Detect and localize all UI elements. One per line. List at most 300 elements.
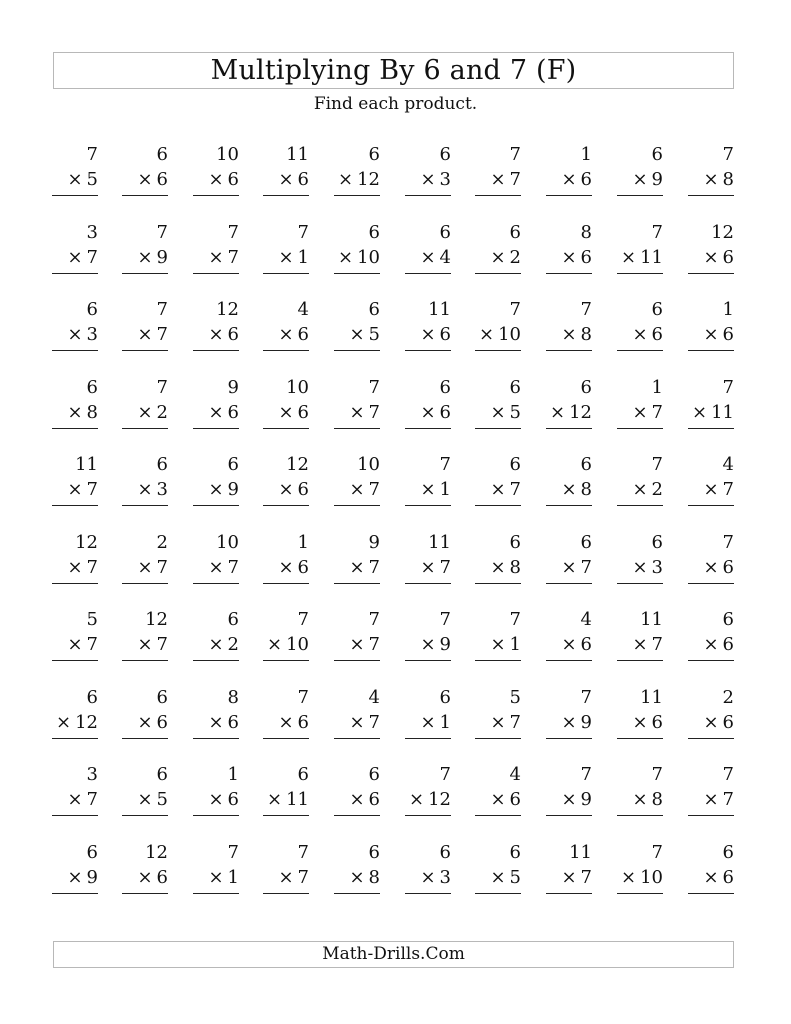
answer-line — [475, 350, 521, 351]
times-sign: × — [561, 557, 577, 578]
multiplier: 6 — [227, 402, 239, 423]
answer-line — [122, 505, 168, 506]
times-sign: × — [561, 324, 577, 345]
problem — [263, 456, 309, 518]
problem — [475, 534, 521, 596]
answer-line — [52, 273, 98, 274]
multiplier-line — [278, 326, 309, 344]
multiplier-line — [703, 869, 734, 887]
multiplicand: 7 — [227, 842, 239, 863]
multiplicand: 11 — [286, 144, 309, 165]
answer-line — [52, 738, 98, 739]
problem — [263, 146, 309, 208]
answer-line — [122, 195, 168, 196]
answer-line — [52, 815, 98, 816]
multiplier-line — [490, 404, 521, 422]
multiplicand: 6 — [368, 299, 380, 320]
multiplier: 7 — [439, 557, 451, 578]
multiplier: 7 — [509, 712, 521, 733]
problem — [475, 456, 521, 518]
multiplier-line — [479, 326, 521, 344]
multiplier: 7 — [722, 789, 734, 810]
multiplier-line — [267, 636, 309, 654]
times-sign: × — [479, 324, 495, 345]
multiplicand: 7 — [509, 609, 521, 630]
multiplicand: 6 — [297, 764, 309, 785]
problem — [334, 456, 380, 518]
answer-line — [475, 583, 521, 584]
problem — [263, 766, 309, 828]
multiplicand: 6 — [86, 687, 98, 708]
multiplicand: 7 — [580, 687, 592, 708]
problem — [122, 456, 168, 518]
multiplier-line — [420, 326, 451, 344]
problem — [688, 611, 734, 673]
multiplicand: 4 — [580, 609, 592, 630]
multiplier-line — [561, 559, 592, 577]
multiplier: 6 — [368, 789, 380, 810]
answer-line — [405, 505, 451, 506]
times-sign: × — [420, 712, 436, 733]
multiplier: 7 — [368, 634, 380, 655]
times-sign: × — [278, 557, 294, 578]
multiplier: 6 — [297, 169, 309, 190]
multiplier: 8 — [580, 324, 592, 345]
multiplicand: 6 — [651, 144, 663, 165]
times-sign: × — [490, 479, 506, 500]
problem — [193, 689, 239, 751]
multiplier: 6 — [297, 557, 309, 578]
multiplier-line — [267, 791, 309, 809]
times-sign: × — [137, 634, 153, 655]
problem — [334, 611, 380, 673]
multiplier: 6 — [722, 247, 734, 268]
multiplier: 11 — [286, 789, 309, 810]
problem — [193, 534, 239, 596]
answer-line — [122, 738, 168, 739]
answer-line — [52, 350, 98, 351]
times-sign: × — [349, 867, 365, 888]
answer-line — [617, 195, 663, 196]
multiplicand: 6 — [439, 377, 451, 398]
multiplier: 6 — [722, 557, 734, 578]
multiplier: 9 — [439, 634, 451, 655]
answer-line — [193, 273, 239, 274]
multiplier-line — [420, 171, 451, 189]
multiplicand: 9 — [227, 377, 239, 398]
multiplier-line — [137, 249, 168, 267]
multiplier: 7 — [297, 867, 309, 888]
multiplier: 5 — [86, 169, 98, 190]
multiplier-line — [137, 326, 168, 344]
times-sign: × — [703, 867, 719, 888]
answer-line — [688, 195, 734, 196]
answer-line — [617, 350, 663, 351]
multiplier: 5 — [368, 324, 380, 345]
answer-line — [617, 893, 663, 894]
multiplicand: 6 — [439, 222, 451, 243]
times-sign: × — [561, 247, 577, 268]
multiplier-line — [67, 326, 98, 344]
answer-line — [617, 505, 663, 506]
times-sign: × — [67, 479, 83, 500]
multiplicand: 6 — [580, 532, 592, 553]
problem — [263, 301, 309, 363]
multiplier: 6 — [509, 789, 521, 810]
multiplicand: 6 — [722, 842, 734, 863]
problem — [193, 456, 239, 518]
multiplier: 1 — [439, 712, 451, 733]
problem — [263, 611, 309, 673]
problem — [405, 146, 451, 208]
multiplier-line — [561, 326, 592, 344]
answer-line — [688, 273, 734, 274]
answer-line — [122, 273, 168, 274]
times-sign: × — [490, 789, 506, 810]
multiplicand: 6 — [227, 609, 239, 630]
multiplier: 7 — [86, 247, 98, 268]
multiplier: 7 — [86, 479, 98, 500]
page-title: Multiplying By 6 and 7 (F) — [210, 55, 577, 86]
multiplier-line — [349, 326, 380, 344]
times-sign: × — [490, 634, 506, 655]
problem — [263, 379, 309, 441]
multiplier: 6 — [580, 634, 592, 655]
multiplier-line — [561, 636, 592, 654]
multiplier: 6 — [722, 324, 734, 345]
times-sign: × — [621, 247, 637, 268]
times-sign: × — [561, 479, 577, 500]
multiplier: 7 — [368, 402, 380, 423]
multiplicand: 6 — [368, 144, 380, 165]
problem — [475, 611, 521, 673]
times-sign: × — [278, 479, 294, 500]
times-sign: × — [208, 789, 224, 810]
multiplicand: 7 — [297, 842, 309, 863]
answer-line — [475, 273, 521, 274]
multiplicand: 7 — [86, 144, 98, 165]
times-sign: × — [561, 867, 577, 888]
problem — [405, 224, 451, 286]
times-sign: × — [137, 402, 153, 423]
problem — [688, 766, 734, 828]
times-sign: × — [278, 169, 294, 190]
multiplier: 6 — [156, 867, 168, 888]
multiplier-line — [703, 326, 734, 344]
times-sign: × — [208, 324, 224, 345]
answer-line — [475, 738, 521, 739]
multiplicand: 7 — [156, 377, 168, 398]
multiplier-line — [561, 249, 592, 267]
footer-text: Math-Drills.Com — [322, 944, 465, 964]
multiplier: 10 — [286, 634, 309, 655]
times-sign: × — [338, 169, 354, 190]
answer-line — [263, 738, 309, 739]
multiplier: 3 — [156, 479, 168, 500]
multiplier-line — [349, 714, 380, 732]
answer-line — [617, 428, 663, 429]
multiplicand: 10 — [216, 144, 239, 165]
multiplier-line — [137, 714, 168, 732]
times-sign: × — [621, 867, 637, 888]
times-sign: × — [420, 557, 436, 578]
multiplier: 6 — [297, 712, 309, 733]
problem — [546, 379, 592, 441]
times-sign: × — [703, 324, 719, 345]
multiplicand: 8 — [227, 687, 239, 708]
multiplicand: 7 — [297, 687, 309, 708]
multiplier: 1 — [227, 867, 239, 888]
times-sign: × — [349, 634, 365, 655]
multiplier-line — [420, 249, 451, 267]
multiplier-line — [137, 404, 168, 422]
answer-line — [334, 815, 380, 816]
multiplicand: 6 — [509, 842, 521, 863]
times-sign: × — [67, 324, 83, 345]
multiplicand: 6 — [651, 299, 663, 320]
multiplicand: 1 — [651, 377, 663, 398]
times-sign: × — [420, 479, 436, 500]
times-sign: × — [632, 479, 648, 500]
problem — [334, 534, 380, 596]
multiplier-line — [67, 249, 98, 267]
multiplicand: 6 — [580, 454, 592, 475]
multiplier-line — [490, 481, 521, 499]
multiplier-line — [703, 559, 734, 577]
multiplicand: 6 — [86, 377, 98, 398]
answer-line — [334, 893, 380, 894]
multiplier-line — [703, 714, 734, 732]
answer-line — [334, 195, 380, 196]
answer-line — [263, 660, 309, 661]
multiplicand: 7 — [580, 764, 592, 785]
problem — [122, 301, 168, 363]
problem — [688, 844, 734, 906]
times-sign: × — [267, 634, 283, 655]
answer-line — [617, 273, 663, 274]
answer-line — [546, 195, 592, 196]
multiplicand: 6 — [368, 764, 380, 785]
times-sign: × — [550, 402, 566, 423]
answer-line — [122, 893, 168, 894]
answer-line — [617, 583, 663, 584]
multiplier-line — [137, 559, 168, 577]
multiplier-line — [278, 171, 309, 189]
multiplier-line — [208, 791, 239, 809]
multiplicand: 11 — [569, 842, 592, 863]
problem — [122, 689, 168, 751]
multiplier-line — [208, 249, 239, 267]
multiplier-line — [490, 636, 521, 654]
multiplicand: 7 — [722, 377, 734, 398]
times-sign: × — [67, 402, 83, 423]
multiplier: 7 — [227, 557, 239, 578]
problem — [617, 611, 663, 673]
multiplicand: 6 — [368, 222, 380, 243]
multiplier: 4 — [439, 247, 451, 268]
times-sign: × — [67, 247, 83, 268]
problem — [546, 611, 592, 673]
multiplicand: 6 — [227, 454, 239, 475]
multiplier-line — [67, 869, 98, 887]
times-sign: × — [703, 479, 719, 500]
multiplier: 6 — [227, 712, 239, 733]
multiplier-line — [490, 559, 521, 577]
times-sign: × — [561, 169, 577, 190]
problem — [546, 456, 592, 518]
multiplicand: 10 — [286, 377, 309, 398]
times-sign: × — [420, 634, 436, 655]
answer-line — [52, 428, 98, 429]
multiplier-line — [208, 714, 239, 732]
multiplicand: 7 — [580, 299, 592, 320]
answer-line — [546, 815, 592, 816]
multiplicand: 6 — [439, 687, 451, 708]
multiplier: 6 — [722, 712, 734, 733]
multiplicand: 5 — [86, 609, 98, 630]
answer-line — [122, 350, 168, 351]
problem — [263, 844, 309, 906]
answer-line — [52, 195, 98, 196]
problem — [688, 146, 734, 208]
answer-line — [405, 660, 451, 661]
problem — [52, 766, 98, 828]
multiplier-line — [420, 636, 451, 654]
answer-line — [193, 893, 239, 894]
answer-line — [52, 660, 98, 661]
multiplier-line — [208, 481, 239, 499]
answer-line — [405, 273, 451, 274]
answer-line — [688, 583, 734, 584]
multiplicand: 11 — [640, 609, 663, 630]
problem — [334, 844, 380, 906]
multiplicand: 6 — [368, 842, 380, 863]
multiplier: 7 — [651, 634, 663, 655]
answer-line — [405, 893, 451, 894]
multiplier: 7 — [156, 634, 168, 655]
multiplier-line — [621, 869, 663, 887]
multiplicand: 4 — [368, 687, 380, 708]
times-sign: × — [67, 634, 83, 655]
multiplier: 6 — [580, 247, 592, 268]
problem — [475, 844, 521, 906]
problem — [405, 689, 451, 751]
multiplier: 6 — [439, 324, 451, 345]
multiplicand: 6 — [651, 532, 663, 553]
multiplier: 7 — [509, 479, 521, 500]
problem — [546, 301, 592, 363]
answer-line — [405, 583, 451, 584]
multiplier-line — [420, 404, 451, 422]
multiplicand: 7 — [297, 609, 309, 630]
multiplier-line — [703, 481, 734, 499]
multiplier-line — [278, 714, 309, 732]
answer-line — [263, 428, 309, 429]
multiplier-line — [137, 171, 168, 189]
multiplier-line — [208, 636, 239, 654]
answer-line — [688, 893, 734, 894]
problem — [475, 301, 521, 363]
multiplicand: 7 — [368, 377, 380, 398]
times-sign: × — [349, 402, 365, 423]
answer-line — [546, 893, 592, 894]
multiplicand: 3 — [86, 764, 98, 785]
problem — [688, 534, 734, 596]
multiplier-line — [278, 559, 309, 577]
answer-line — [688, 350, 734, 351]
times-sign: × — [208, 634, 224, 655]
problem — [334, 224, 380, 286]
answer-line — [334, 350, 380, 351]
multiplier-line — [137, 636, 168, 654]
multiplier-line — [208, 869, 239, 887]
times-sign: × — [137, 712, 153, 733]
problem — [546, 146, 592, 208]
multiplier-line — [632, 559, 663, 577]
multiplier-line — [420, 481, 451, 499]
multiplicand: 7 — [368, 609, 380, 630]
multiplicand: 6 — [580, 377, 592, 398]
times-sign: × — [338, 247, 354, 268]
times-sign: × — [349, 324, 365, 345]
problem — [405, 456, 451, 518]
times-sign: × — [208, 867, 224, 888]
answer-line — [193, 660, 239, 661]
multiplier-line — [703, 791, 734, 809]
answer-line — [334, 505, 380, 506]
answer-line — [546, 660, 592, 661]
multiplier-line — [349, 404, 380, 422]
problem — [475, 689, 521, 751]
problem — [334, 301, 380, 363]
multiplicand: 7 — [509, 299, 521, 320]
problem — [617, 534, 663, 596]
multiplier: 8 — [86, 402, 98, 423]
multiplier: 9 — [651, 169, 663, 190]
multiplicand: 2 — [722, 687, 734, 708]
multiplier: 5 — [509, 867, 521, 888]
answer-line — [334, 583, 380, 584]
problem — [405, 766, 451, 828]
multiplier-line — [561, 791, 592, 809]
multiplier-line — [409, 791, 451, 809]
multiplier-line — [561, 714, 592, 732]
answer-line — [263, 893, 309, 894]
multiplier-line — [632, 404, 663, 422]
multiplier: 3 — [86, 324, 98, 345]
problem — [475, 766, 521, 828]
problem — [688, 379, 734, 441]
multiplier: 6 — [297, 402, 309, 423]
problem — [617, 766, 663, 828]
times-sign: × — [278, 867, 294, 888]
times-sign: × — [349, 789, 365, 810]
multiplier: 11 — [711, 402, 734, 423]
multiplicand: 7 — [439, 609, 451, 630]
multiplier: 8 — [580, 479, 592, 500]
times-sign: × — [208, 712, 224, 733]
multiplicand: 6 — [156, 454, 168, 475]
problem — [52, 301, 98, 363]
multiplier: 12 — [357, 169, 380, 190]
multiplier: 6 — [651, 712, 663, 733]
times-sign: × — [561, 634, 577, 655]
multiplier: 7 — [580, 557, 592, 578]
answer-line — [122, 428, 168, 429]
multiplier: 9 — [86, 867, 98, 888]
answer-line — [263, 350, 309, 351]
problem — [617, 379, 663, 441]
